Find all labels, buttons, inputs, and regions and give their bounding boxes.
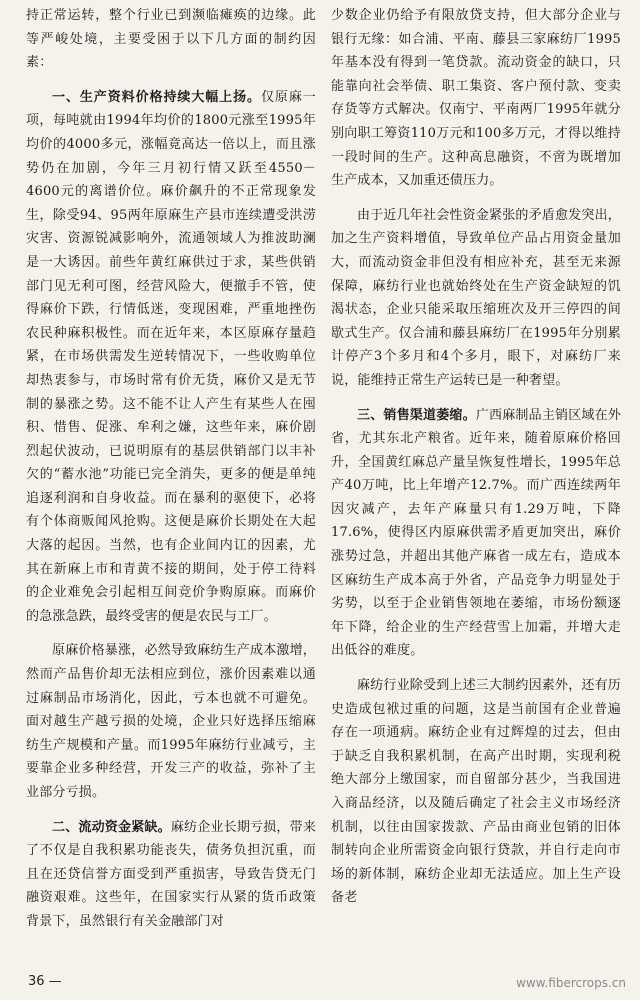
page-number: 36 —: [28, 974, 62, 989]
section-heading-2: 二、流动资金紧缺。: [52, 819, 171, 835]
paragraph: 持正常运转，整个行业已到濒临瘫痪的边缘。此等严峻处境，主要受困于以下几方面的制约因素：: [26, 8, 316, 71]
paragraph: 由于近几年社会性资金紧张的矛盾愈发突出，加之生产资料增值，导致单位产品占用资金量加大，而流动资金非但没有相应补充，甚至无来源保障，麻纺行业也就始终处在生产资金缺短的饥渴状态，企业只能采取压缩班次及开三停四的间歇式生产。仅合浦和藤县麻纺厂在1995年分别累计停产3个多月和4个多月，眼下，对麻纺厂来说，能维持正常生产运转已是一种奢望。: [331, 207, 622, 388]
paragraph-body: 广西麻制品主销区域在外省，尤其东北产粮省。近年来，随着原麻价格回升，全国黄红麻总产量呈恢复性增长，1995年总产40万吨，比上年增产12.7%。而广西连续两年因灾减产，去年产麻量只有1.29万吨，下降17.6%，使得区内原麻供需矛盾更加突出，麻价涨势过急，并超出其他产麻省一成左右，造成本区麻纺生产成本高于外省，产品竞争力明显处于劣势，以至于企业销售领地在萎缩，市场份额逐年下降，给企业的生产经营雪上加霜，并增大走出低谷的难度。: [331, 407, 622, 659]
paragraph-body: 麻纺企业长期亏损，带来了不仅是自我积累功能丧失，债务负担沉重，而且在还贷信誉方面受到严重损害，导致告贷无门融资艰难。这些年，在国家实行从紧的货币政策背景下，虽然银行有关金融部门对: [26, 819, 317, 929]
paragraph: 少数企业仍给予有限放贷支持，但大部分企业与银行无缘：如合浦、平南、藤县三家麻纺厂1995年基本没有得到一笔贷款。流动资金的缺口，只能靠向社会举债、职工集资、客户预付款、变卖存货等方式解决。仅南宁、平南两厂1995年就分别向职工筹资110万元和100多万元，才得以维持一段时间的生产。这种高息融资，不啻为既增加生产成本，又加重还债压力。: [331, 8, 621, 189]
paragraph: [331, 404, 621, 664]
watermark: www.fibercrops.cn: [516, 976, 626, 990]
section-heading-1: 一、生产资料价格持续大幅上扬。: [52, 89, 261, 105]
paragraph-body: 仅原麻一项，每吨就由1994年均价的1800元涨至1995年均价的4000多元，涨幅竟高达一倍以上，而且涨势仍在加剧，今年三月初行情又跃至4550－4600元的离谱价位。麻价飙升的不正常现象发生，除受94、95两年原麻生产县市连续遭受洪涝灾害、资源锐减影响外，流通领域人为推波助澜是一大诱因。前些年黄红麻供过于求，某些供销部门见无利可图，经营风险大，便撤手不管，使得麻价下跌，行情低迷，变现困难，严重地挫伤农民种麻积极性。而在近年来，本区原麻存量趋紧，在市场供需发生逆转情况下，一些收购单位却热衷参与，市场时常有价无货，麻价又是无节制的暴涨之势。这不能不让人产生有某些人在囤积、惜售、促涨、牟利之嫌，这些年来，麻价剧烈起伏波动，已说明原有的基层供销部门以丰补欠的“蓄水池”功能已完全消失，更多的便是单纯追逐利润和自身收益。而在暴利的驱使下，必将有个体商贩闻风抢购。这便是麻价长期处在大起大落的起因。当然，也有企业间内讧的因素，尤其在新麻上市和青黄不接的期间，处于停工待料的企业难免会引起相互间竞价争购原麻。而麻价的急涨急跌，最终受害的便是农民与工厂。: [26, 89, 316, 624]
paragraph: [26, 816, 316, 934]
paragraph: 麻纺行业除受到上述三大制约因素外，还有历史造成包袱过重的问题，这是当前国有企业普遍存在一项通病。麻纺企业有过辉煌的过去，但由于缺乏自我积累机制，在高产出时期，实现利税绝大部分上缴国家，而自留部分甚少，当我国进入商品经济，以及随后确定了社会主义市场经济机制，以往由国家拨款、产品由商业包销的旧体制转向企业所需资金向银行贷款，并自行走向市场的新体制，麻纺企业却无法适应。加上生产设备老: [331, 678, 622, 906]
paragraph: [26, 86, 316, 629]
paragraph: 原麻价格暴涨，必然导致麻纺生产成本激增，然而产品售价却无法相应到位，涨价因素难以通过麻制品市场消化，因此，亏本也就不可避免。面对越生产越亏损的处境，企业只好选择压缩麻纺生产规模和产量。而1995年麻纺行业减亏，主要靠企业多种经营，开发三产的收益，弥补了主业部分亏损。: [26, 643, 317, 800]
left-column: [26, 4, 316, 934]
section-heading-3: 三、销售渠道萎缩。: [357, 407, 476, 423]
right-column: [331, 4, 621, 910]
